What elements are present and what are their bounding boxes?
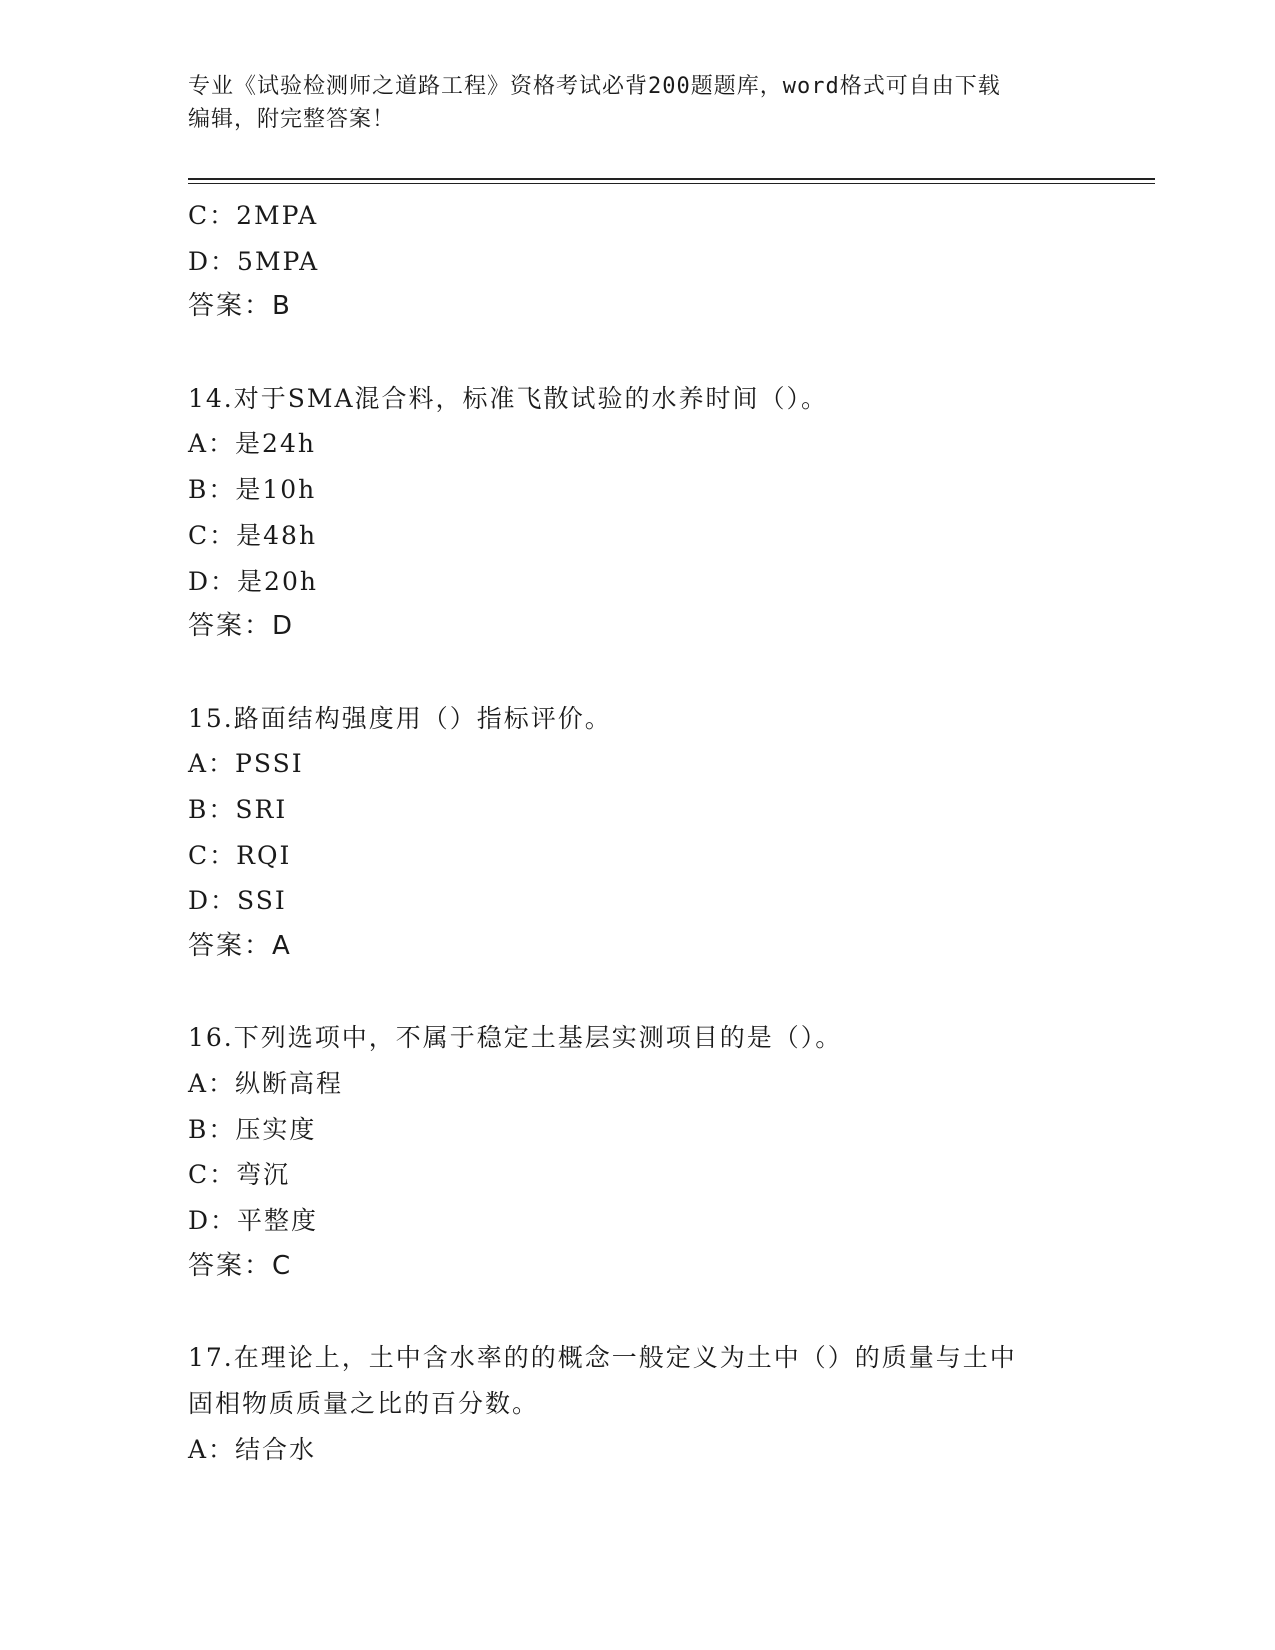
option-c: C：RQI (188, 840, 292, 870)
option-d: D：SSI (188, 886, 287, 916)
spacer (188, 970, 1088, 1016)
question-17 (188, 1335, 1088, 1472)
header-divider (188, 178, 1155, 184)
option-a: A：PSSI (188, 749, 304, 779)
question-stem-continued: 固相物质质量之比的百分数。 (188, 1388, 540, 1418)
answer: 答案：B (188, 291, 292, 322)
option-b: B：是10h (188, 475, 317, 505)
header-line-2: 编辑，附完整答案！ (188, 107, 396, 132)
option-b: B：压实度 (188, 1114, 317, 1144)
option-c: C：是48h (188, 520, 318, 550)
option-a: A：纵断高程 (188, 1069, 344, 1099)
page-header (188, 70, 1088, 136)
question-stem: 16.下列选项中，不属于稳定土基层实测项目的是（）。 (188, 1023, 843, 1053)
previous-question-tail (188, 193, 1088, 330)
question-list (188, 193, 1088, 1472)
question-stem: 17.在理论上，土中含水率的的概念一般定义为土中（）的质量与土中 (188, 1343, 1017, 1373)
option-b: B：SRI (188, 794, 288, 824)
question-stem: 14.对于SMA混合料，标准飞散试验的水养时间（）。 (188, 383, 829, 413)
header-line-1: 专业《试验检测师之道路工程》资格考试必背200题题库，word格式可自由下载 (188, 74, 1001, 99)
spacer (188, 1290, 1088, 1336)
option-d: D：是20h (188, 566, 318, 596)
answer: 答案：A (188, 931, 292, 961)
spacer (188, 650, 1088, 696)
question-stem: 15.路面结构强度用（）指标评价。 (188, 703, 612, 733)
option-a: A：是24h (188, 429, 316, 459)
option-d: D：平整度 (188, 1206, 319, 1236)
option-c: C：弯沉 (188, 1160, 291, 1190)
option-a: A：结合水 (188, 1434, 317, 1464)
spacer (188, 330, 1088, 376)
answer: 答案：C (188, 1250, 293, 1281)
question-15 (188, 696, 1088, 970)
option-c: C：2MPA (188, 201, 319, 230)
question-14 (188, 376, 1088, 650)
question-16 (188, 1015, 1088, 1289)
answer: 答案：D (188, 611, 295, 642)
option-d: D：5MPA (188, 246, 320, 276)
